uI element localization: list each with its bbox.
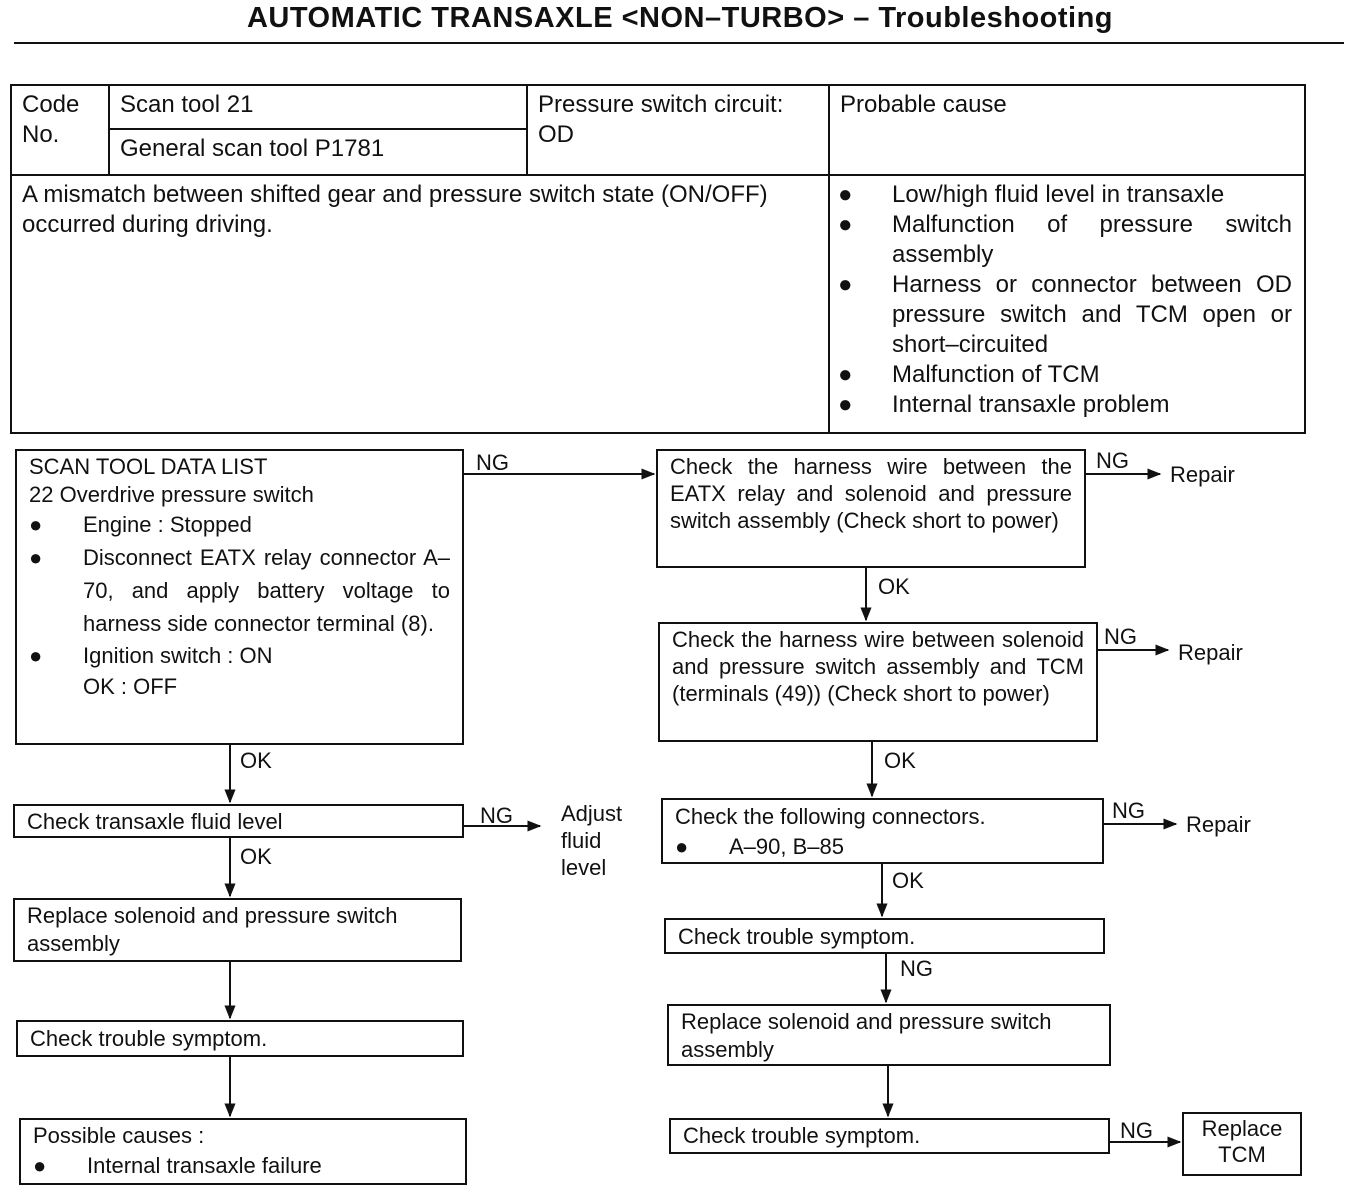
ok-condition: OK : OFF xyxy=(83,674,178,699)
ng-label: NG xyxy=(1120,1118,1153,1143)
harness-check-1-text: Check the harness wire between the EATX relay and solenoid and pressure switch assembly (Check short to power) xyxy=(670,454,1072,533)
check-symptom-r2-box xyxy=(669,1118,1110,1154)
replace-right-box xyxy=(667,1004,1111,1066)
check-symptom-left-box xyxy=(16,1020,464,1057)
ng-label: NG xyxy=(476,450,509,475)
repair-label-3: Repair xyxy=(1186,812,1251,837)
bullet-icon: ● xyxy=(838,361,853,388)
harness-check-2-box xyxy=(658,622,1098,742)
ok-label: OK xyxy=(240,844,272,869)
step-item: ● Engine : Stopped xyxy=(29,509,450,541)
ok-label: OK xyxy=(240,748,272,773)
replace-right-text: Replace solenoid and pressure switch assembly xyxy=(681,1009,1052,1062)
ng-label: NG xyxy=(1096,448,1129,473)
possible-causes-box xyxy=(19,1118,467,1185)
check-symptom-r1-text: Check trouble symptom. xyxy=(678,924,916,949)
check-fluid-box xyxy=(13,804,464,838)
bullet-icon: ● xyxy=(838,271,853,298)
bullet-icon: ● xyxy=(29,643,43,668)
page-title: AUTOMATIC TRANSAXLE <NON–TURBO> – Troubleshooting xyxy=(246,2,1114,34)
circuit-name: Pressure switch circuit: OD xyxy=(538,91,784,148)
cause-item: ● Low/high fluid level in transaxle xyxy=(838,181,1225,208)
ng-label: NG xyxy=(900,956,933,981)
check-symptom-r1-box xyxy=(664,918,1105,954)
replace-left-box xyxy=(13,898,462,962)
harness-check-2-text: Check the harness wire between solenoid and pressure switch assembly and TCM (terminals (49)) (Check short to power) xyxy=(672,627,1084,706)
bullet-icon: ● xyxy=(838,391,853,418)
bullet-icon: ● xyxy=(29,545,43,570)
bullet-icon: ● xyxy=(675,834,689,859)
connectors-title: Check the following connectors. xyxy=(675,804,986,829)
possible-causes-title: Possible causes : xyxy=(33,1123,205,1148)
scan-tool-code: Scan tool 21 xyxy=(120,91,254,118)
cause-item: ● Internal transaxle problem xyxy=(838,391,1170,418)
scan-box-item: 22 Overdrive pressure switch xyxy=(29,482,314,507)
replace-tcm-text: Replace TCM xyxy=(1201,1116,1283,1167)
bullet-icon: ● xyxy=(838,181,853,208)
repair-label-2: Repair xyxy=(1178,640,1243,665)
adjust-fluid-text: Adjust fluid level xyxy=(561,801,623,880)
ng-label: NG xyxy=(1104,624,1137,649)
harness-check-1-box xyxy=(656,449,1086,568)
bullet-icon: ● xyxy=(838,211,853,238)
repair-label-1: Repair xyxy=(1170,462,1235,487)
step-item: ● Disconnect EATX relay connector A–70, and apply battery voltage to harness side connector terminal (8). xyxy=(29,541,450,640)
ok-label: OK xyxy=(878,574,910,599)
replace-tcm-box xyxy=(1182,1112,1302,1176)
bullet-icon: ● xyxy=(29,512,43,537)
bullet-icon: ● xyxy=(33,1153,47,1178)
code-no-label: Code No. xyxy=(22,91,80,148)
check-symptom-r2-text: Check trouble symptom. xyxy=(683,1123,921,1148)
ng-label: NG xyxy=(480,803,513,828)
scan-box-title: SCAN TOOL DATA LIST xyxy=(29,454,268,479)
connector-item: ● A–90, B–85 xyxy=(675,832,1090,862)
check-fluid-text: Check transaxle fluid level xyxy=(27,809,283,834)
general-scan-tool-code: General scan tool P1781 xyxy=(120,135,385,162)
possible-cause-item: ● Internal transaxle failure xyxy=(33,1150,453,1182)
cause-item: ● Malfunction of TCM xyxy=(838,361,1100,388)
step-item: ● Ignition switch : ON xyxy=(29,640,450,672)
probable-cause-label: Probable cause xyxy=(840,91,1007,118)
fault-description: A mismatch between shifted gear and pressure switch state (ON/OFF) occurred during driving. xyxy=(22,181,768,238)
check-symptom-left-text: Check trouble symptom. xyxy=(30,1026,268,1051)
ok-label: OK xyxy=(884,748,916,773)
cause-item: ● Harness or connector between OD pressure switch and TCM open or short–circuited xyxy=(838,271,1292,358)
replace-left-text: Replace solenoid and pressure switch assembly xyxy=(27,903,398,956)
ok-label: OK xyxy=(892,868,924,893)
connectors-box xyxy=(661,798,1104,864)
cause-item: ● Malfunction of pressure switch assembly xyxy=(838,211,1292,268)
ng-label: NG xyxy=(1112,798,1145,823)
scan-tool-data-box xyxy=(15,449,464,745)
